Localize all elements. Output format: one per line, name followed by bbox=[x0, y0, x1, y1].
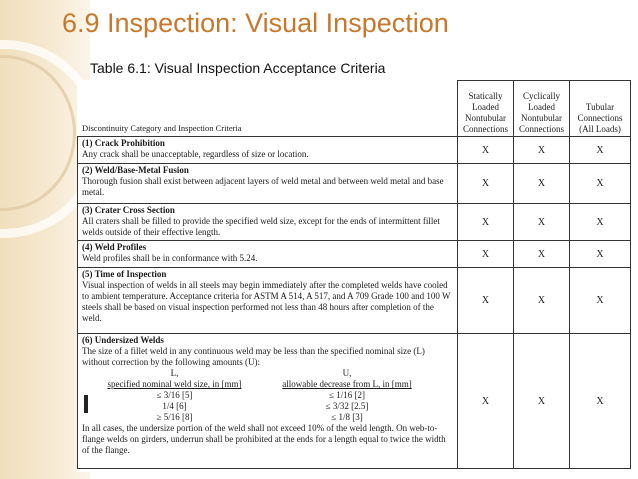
col-l-head: specified nominal weld size, in [mm] bbox=[107, 379, 242, 389]
category-text: Visual inspection of welds in all steels may begin immediately after the completed welds have cooled to ambient temperature. Acceptance criteria for ASTM A 514, A 517, and A 709 Grade 100 and 100 W steels shall be based on visual inspection performed not less than 48 hours after completion of the weld. bbox=[82, 280, 451, 323]
mark-statically: X bbox=[458, 241, 514, 268]
size-columns-vars bbox=[82, 368, 453, 379]
mark-tubular: X bbox=[570, 164, 631, 204]
mark-statically: X bbox=[458, 164, 514, 204]
mark-statically: X bbox=[458, 268, 514, 334]
table-row bbox=[78, 268, 631, 334]
category-title: (6) Undersized Welds bbox=[82, 335, 164, 345]
col-u-head: allowable decrease from L, in [mm] bbox=[282, 379, 412, 389]
mark-statically: X bbox=[458, 204, 514, 241]
category-text: The size of a fillet weld in any continuous weld may be less than the specified nominal size (L) without correction by the following amounts (U): bbox=[82, 346, 425, 367]
table-caption: Table 6.1: Visual Inspection Acceptance Criteria bbox=[90, 60, 386, 76]
category-title: (1) Crack Prohibition bbox=[82, 138, 165, 148]
header-cyclically-loaded: Cyclically Loaded Nontubular Connections bbox=[514, 81, 570, 137]
mark-cyclically: X bbox=[514, 334, 570, 469]
size-pair-row bbox=[82, 401, 453, 412]
mark-statically: X bbox=[458, 334, 514, 469]
size-l-value: 1/4 [6] bbox=[162, 401, 187, 411]
category-title: (5) Time of Inspection bbox=[82, 269, 167, 279]
row-description bbox=[78, 137, 458, 164]
header-tubular: Tubular Connections (All Loads) bbox=[570, 81, 631, 137]
col-u-var: U, bbox=[342, 368, 352, 378]
row-description bbox=[78, 241, 458, 268]
size-u-value: ≤ 1/8 [3] bbox=[331, 412, 363, 422]
category-text: Weld profiles shall be in conformance with 5.24. bbox=[82, 253, 258, 263]
category-title: (2) Weld/Base-Metal Fusion bbox=[82, 165, 189, 175]
size-pair-row bbox=[82, 412, 453, 423]
table-row bbox=[78, 137, 631, 164]
size-l-value: ≤ 3/16 [5] bbox=[156, 390, 193, 400]
mark-cyclically: X bbox=[514, 164, 570, 204]
size-u-value: ≤ 3/32 [2.5] bbox=[325, 401, 369, 411]
size-columns-heads bbox=[82, 379, 453, 390]
criteria-table-image bbox=[77, 80, 633, 472]
acceptance-criteria-table bbox=[77, 80, 631, 469]
row-description bbox=[78, 204, 458, 241]
table-row bbox=[78, 164, 631, 204]
header-statically-loaded: Statically Loaded Nontubular Connections bbox=[458, 81, 514, 137]
size-pair-row bbox=[82, 390, 453, 401]
bullet-marker bbox=[84, 395, 88, 413]
row-description bbox=[78, 334, 458, 469]
mark-statically: X bbox=[458, 137, 514, 164]
mark-tubular: X bbox=[570, 204, 631, 241]
category-title: (4) Weld Profiles bbox=[82, 242, 147, 252]
mark-cyclically: X bbox=[514, 137, 570, 164]
mark-cyclically: X bbox=[514, 268, 570, 334]
category-text: Thorough fusion shall exist between adjacent layers of weld metal and between weld metal and base metal. bbox=[82, 176, 444, 197]
size-u-value: ≤ 1/16 [2] bbox=[329, 390, 365, 400]
table-row bbox=[78, 204, 631, 241]
row-description bbox=[78, 268, 458, 334]
category-footer-text: In all cases, the undersize portion of the weld shall not exceed 10% of the weld length. On web-to-flange welds on girders, underrun shall be prohibited at the ends for a length equal to twice the width of the flange. bbox=[82, 423, 446, 455]
table-row bbox=[78, 334, 631, 469]
col-l-var: L, bbox=[170, 368, 179, 378]
mark-tubular: X bbox=[570, 334, 631, 469]
mark-cyclically: X bbox=[514, 241, 570, 268]
mark-tubular: X bbox=[570, 241, 631, 268]
table-row bbox=[78, 241, 631, 268]
mark-tubular: X bbox=[570, 268, 631, 334]
header-criteria: Discontinuity Category and Inspection Criteria bbox=[78, 81, 458, 137]
size-l-value: ≥ 5/16 [8] bbox=[156, 412, 193, 422]
category-text: Any crack shall be unacceptable, regardless of size or location. bbox=[82, 149, 309, 159]
slide-title: 6.9 Inspection: Visual Inspection bbox=[62, 8, 449, 38]
category-title: (3) Crater Cross Section bbox=[82, 205, 175, 215]
row-description bbox=[78, 164, 458, 204]
mark-tubular: X bbox=[570, 137, 631, 164]
mark-cyclically: X bbox=[514, 204, 570, 241]
category-text: All craters shall be filled to provide the specified weld size, except for the ends of intermittent fillet welds outside of their effective length. bbox=[82, 216, 440, 237]
